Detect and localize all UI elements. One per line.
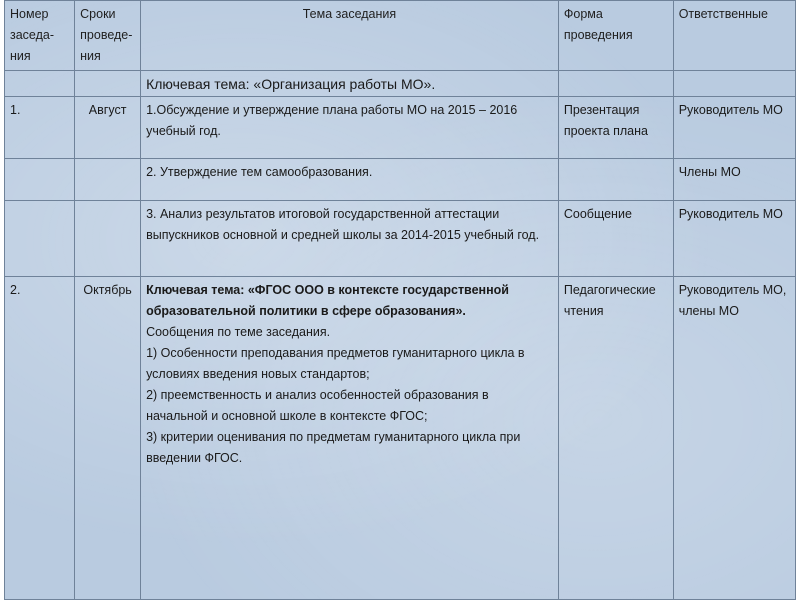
meeting-topic: 2. Утверждение тем самообразования. xyxy=(141,159,559,201)
list-item: 3) критерии оценивания по предметам гуманитарного цикла при введении ФГОС. xyxy=(146,430,521,465)
key-theme-2: Ключевая тема: «ФГОС ООО в контексте государственной образовательной политики в сфере образования». xyxy=(146,283,509,318)
meeting-number xyxy=(5,201,75,277)
table-row xyxy=(5,97,796,159)
header-form: Форма проведения xyxy=(558,1,673,71)
meeting-month xyxy=(75,159,141,201)
table-row xyxy=(5,159,796,201)
meeting-responsible: Руководитель МО, члены МО xyxy=(673,277,795,600)
topic-intro: Сообщения по теме заседания. xyxy=(146,325,331,339)
key-theme-empty-4 xyxy=(558,71,673,97)
meeting-responsible: Члены МО xyxy=(673,159,795,201)
meeting-number xyxy=(5,159,75,201)
meeting-responsible: Руководитель МО xyxy=(673,201,795,277)
meeting-form: Сообщение xyxy=(558,201,673,277)
header-responsible: Ответственные xyxy=(673,1,795,71)
meeting-form: Педагогические чтения xyxy=(558,277,673,600)
meeting-month xyxy=(75,201,141,277)
header-number: Номер заседа-ния xyxy=(5,1,75,71)
header-row xyxy=(5,1,796,71)
meeting-form: Презентация проекта плана xyxy=(558,97,673,159)
key-theme-1: Ключевая тема: «Организация работы МО». xyxy=(141,71,559,97)
list-item: 1) Особенности преподавания предметов гуманитарного цикла в условиях введения новых стандартов; xyxy=(146,346,525,381)
header-topic: Тема заседания xyxy=(141,1,559,71)
meeting-number: 1. xyxy=(5,97,75,159)
meeting-month: Октябрь xyxy=(75,277,141,600)
meeting-topic: 1.Обсуждение и утверждение плана работы МО на 2015 – 2016 учебный год. xyxy=(141,97,559,159)
meeting-form xyxy=(558,159,673,201)
meetings-table xyxy=(4,0,796,600)
meeting-topic: 3. Анализ результатов итоговой государственной аттестации выпускников основной и средней школы за 2014-2015 учебный год. xyxy=(141,201,559,277)
header-dates: Сроки проведе-ния xyxy=(75,1,141,71)
list-item: 2) преемственность и анализ особенностей образования в начальной и основной школе в контексте ФГОС; xyxy=(146,388,489,423)
key-theme-empty-5 xyxy=(673,71,795,97)
key-theme-empty-2 xyxy=(75,71,141,97)
meeting-topic xyxy=(141,277,559,600)
meeting-responsible: Руководитель МО xyxy=(673,97,795,159)
table-row xyxy=(5,201,796,277)
table-row xyxy=(5,277,796,600)
key-theme-empty-1 xyxy=(5,71,75,97)
key-theme-row xyxy=(5,71,796,97)
meeting-number: 2. xyxy=(5,277,75,600)
meeting-month: Август xyxy=(75,97,141,159)
